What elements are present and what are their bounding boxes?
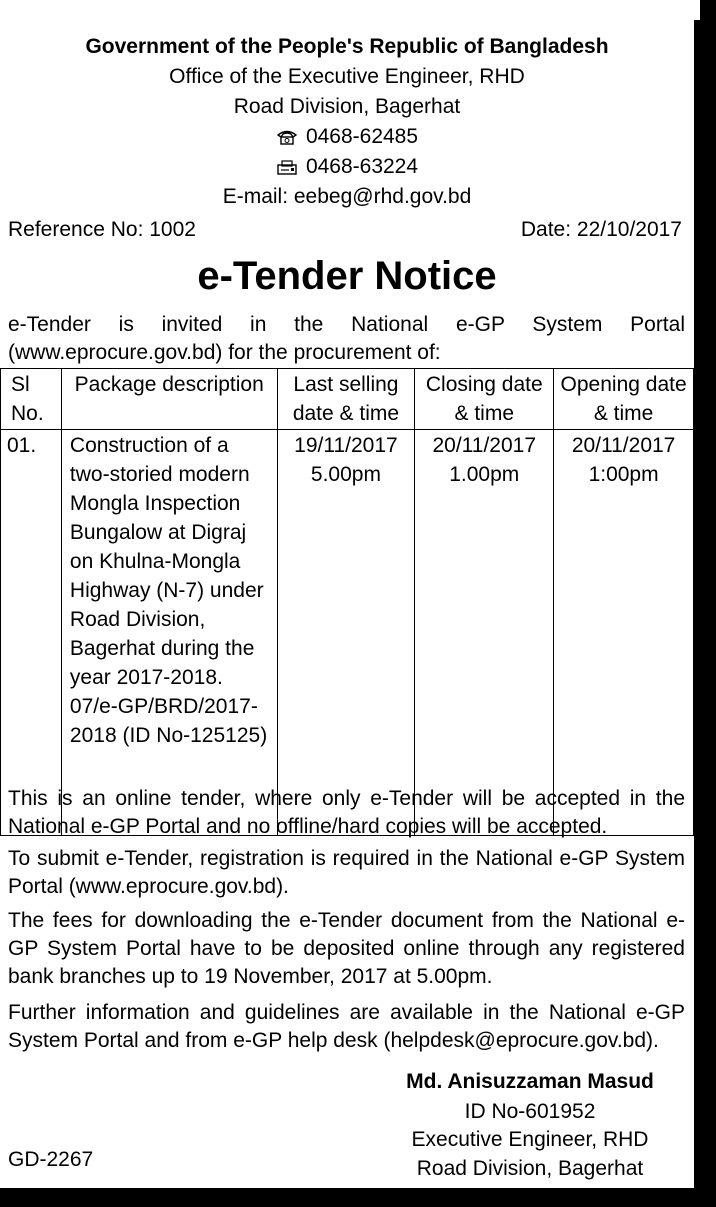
government-heading: Government of the People's Republic of Bangladesh bbox=[85, 35, 609, 58]
page-edge bbox=[694, 0, 700, 20]
cell-closing: 20/11/2017 1.00pm bbox=[415, 430, 554, 836]
intro-line-1: e-Tender is invited in the National e-GP System Portal bbox=[8, 313, 685, 336]
table-header-row bbox=[1, 369, 694, 430]
cell-opening: 20/11/2017 1:00pm bbox=[554, 430, 694, 836]
header-opening: Opening date & time bbox=[554, 369, 694, 430]
page-title: e-Tender Notice bbox=[197, 254, 497, 298]
cell-last-selling: 19/11/2017 5.00pm bbox=[277, 430, 415, 836]
gd-code: GD-2267 bbox=[8, 1148, 94, 1171]
telephone-icon bbox=[276, 129, 298, 145]
signatory-division: Road Division, Bagerhat bbox=[416, 1157, 644, 1180]
table-row bbox=[1, 430, 694, 836]
signatory-designation: Executive Engineer, RHD bbox=[411, 1128, 649, 1151]
header-sl: Sl No. bbox=[1, 369, 62, 430]
cell-sl: 01. bbox=[1, 430, 62, 836]
phone-line bbox=[0, 122, 694, 154]
reference-number: Reference No: 1002 bbox=[8, 218, 196, 241]
header-description: Package description bbox=[61, 369, 277, 430]
signatory-id: ID No-601952 bbox=[464, 1100, 596, 1123]
paragraph-fees: The fees for downloading the e-Tender document from the National e-GP System Portal have to be deposited online through any registered bank branches up to 19 November, 2017 at 5.00pm. bbox=[8, 909, 685, 988]
paragraph-further-info: Further information and guidelines are available in the National e-GP System Portal and from e-GP help desk (helpdesk@eprocure.gov.bd). bbox=[8, 1001, 685, 1052]
fax-icon bbox=[276, 159, 298, 175]
phone-number: 0468-62485 bbox=[305, 125, 419, 148]
signatory-name: Md. Anisuzzaman Masud bbox=[406, 1070, 654, 1093]
paragraph-registration: To submit e-Tender, registration is required in the National e-GP System Portal (www.eprocure.gov.bd). bbox=[8, 847, 685, 898]
email-line: E-mail: eebeg@rhd.gov.bd bbox=[222, 185, 472, 208]
fax-number: 0468-63224 bbox=[305, 155, 419, 178]
header-closing: Closing date & time bbox=[415, 369, 554, 430]
cell-description: Construction of a two-storied modern Mongla Inspection Bungalow at Digraj on Khulna-Mongla Highway (N-7) under Road Division, Bagerhat during the year 2017-2018. 07/e-GP/BRD/2017-2018 (ID No-125125) bbox=[61, 430, 277, 836]
fax-line bbox=[0, 152, 694, 184]
division-name: Road Division, Bagerhat bbox=[233, 95, 461, 118]
header-last-selling: Last selling date & time bbox=[277, 369, 415, 430]
intro-line-2: (www.eprocure.gov.bd) for the procurement of: bbox=[8, 341, 441, 364]
paragraph-online-tender: This is an online tender, where only e-Tender will be accepted in the National e-GP Portal and no offline/hard copies will be accepted. bbox=[8, 787, 685, 838]
tender-table bbox=[0, 368, 694, 836]
notice-date: Date: 22/10/2017 bbox=[520, 218, 682, 241]
office-name: Office of the Executive Engineer, RHD bbox=[169, 65, 525, 88]
